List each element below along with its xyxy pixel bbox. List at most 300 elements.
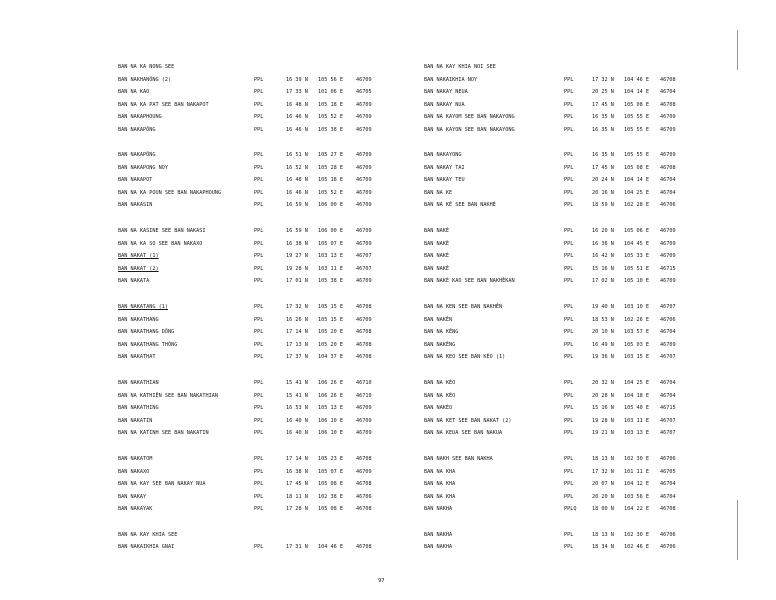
- entry-row: [118, 403, 418, 413]
- entry-feature-type: PPL: [254, 341, 264, 348]
- entry-feature-type: PPL: [254, 430, 264, 437]
- entry-feature-type: PPL: [254, 253, 264, 260]
- entry-latitude: 16 53 N: [286, 405, 308, 412]
- entry-latitude: 20 16 N: [592, 189, 614, 196]
- entry-name: BAN NAKASIN: [118, 202, 153, 209]
- entry-longitude: 105 20 E: [318, 329, 343, 336]
- entry-feature-type: PPL: [564, 329, 574, 336]
- entry-latitude: 16 40 N: [286, 430, 308, 437]
- entry-map-code: 46709: [660, 228, 676, 235]
- entry-longitude: 104 46 E: [624, 76, 649, 83]
- entry-name: BAN NA KAY SEE BAN NAKAY NUA: [118, 481, 206, 487]
- entry-map-code: 46709: [660, 341, 676, 348]
- entry-map-code: 46705: [356, 89, 372, 95]
- entry-row: [424, 479, 724, 489]
- entry-latitude: 20 28 N: [592, 392, 614, 399]
- entry-feature-type: PPL: [564, 405, 574, 412]
- entry-latitude: 16 52 N: [286, 164, 308, 171]
- entry-longitude: 105 07 E: [318, 468, 343, 475]
- entry-name: BAN NAKAT (1): [118, 253, 159, 260]
- entry-feature-type: PPL: [564, 253, 574, 260]
- entry-latitude: 18 11 N: [286, 493, 308, 500]
- entry-feature-type: PPL: [254, 493, 264, 500]
- entry-name: BAN NAKAY: [118, 493, 147, 500]
- entry-longitude: 105 20 E: [318, 341, 343, 348]
- entry-feature-type: PPL: [564, 89, 574, 95]
- entry-row: [118, 150, 418, 160]
- entry-feature-type: PPL: [564, 341, 574, 348]
- entry-feature-type: PPL: [564, 481, 574, 487]
- entry-map-code: 46710: [356, 380, 372, 387]
- entry-latitude: 16 20 N: [592, 228, 614, 235]
- entry-name: BAN NAKAY TAI: [424, 164, 465, 171]
- entry-name: BAN NA KHA: [424, 481, 456, 487]
- entry-map-code: 46708: [660, 506, 676, 512]
- entry-row: [118, 467, 418, 477]
- entry-row: [424, 315, 724, 325]
- entry-name: BAN NA KATINH SEE BAN NAKATIN: [118, 430, 209, 437]
- entry-map-code: 46704: [660, 392, 676, 399]
- entry-longitude: 104 46 E: [318, 544, 343, 551]
- entry-name: BAN NA KÈ SEE BAN NAKHÈ: [424, 202, 496, 209]
- entry-longitude: 104 14 E: [624, 177, 649, 184]
- entry-feature-type: PPL: [254, 89, 264, 95]
- entry-row: [424, 454, 724, 464]
- entry-latitude: 15 41 N: [286, 392, 308, 399]
- entry-longitude: 105 08 E: [318, 506, 343, 512]
- entry-name: BAN NAKHA: [424, 531, 453, 538]
- page-number: 97: [378, 578, 385, 584]
- entry-longitude: 102 28 E: [624, 202, 649, 209]
- entry-longitude: 104 14 E: [624, 89, 649, 95]
- entry-longitude: 103 13 E: [624, 430, 649, 437]
- entry-latitude: 18 13 N: [592, 456, 614, 462]
- entry-row: [118, 188, 418, 198]
- entry-feature-type: PPL: [564, 278, 574, 285]
- entry-map-code: 46704: [660, 189, 676, 196]
- entry-latitude: 18 53 N: [592, 316, 614, 323]
- entry-map-code: 46706: [660, 531, 676, 538]
- entry-name: BAN NAKAPÔNG: [118, 126, 156, 133]
- entry-feature-type: PPL: [564, 126, 574, 133]
- entry-map-code: 46709: [356, 468, 372, 475]
- entry-latitude: 17 32 N: [286, 304, 308, 311]
- entry-map-code: 46707: [356, 265, 372, 272]
- entry-map-code: 46704: [660, 380, 676, 387]
- margin-scan-mark: [737, 30, 738, 70]
- entry-feature-type: PPL: [254, 240, 264, 247]
- entry-latitude: 16 35 N: [592, 114, 614, 120]
- entry-longitude: 105 27 E: [318, 152, 343, 159]
- entry-feature-type: PPL: [564, 392, 574, 399]
- entry-row: [118, 239, 418, 249]
- entry-map-code: 46709: [356, 101, 372, 108]
- entry-latitude: 17 01 N: [286, 278, 308, 285]
- entry-map-code: 46709: [356, 278, 372, 285]
- entry-longitude: 105 52 E: [318, 114, 343, 120]
- entry-feature-type: PPL: [564, 304, 574, 311]
- entry-row: [118, 428, 418, 438]
- entry-map-code: 46709: [660, 114, 676, 120]
- entry-longitude: 105 18 E: [318, 177, 343, 184]
- entry-row: [424, 226, 724, 236]
- entry-row: [118, 479, 418, 489]
- entry-feature-type: PPL: [564, 202, 574, 209]
- entry-latitude: 20 20 N: [592, 493, 614, 500]
- entry-name: BAN NAKATHING: [118, 405, 159, 412]
- entry-name: BAN NAKH SEE BAN NAKHA: [424, 456, 493, 462]
- entry-longitude: 106 00 E: [318, 228, 343, 235]
- entry-longitude: 105 06 E: [624, 228, 649, 235]
- entry-name: BAN NAKÊ: [424, 265, 449, 272]
- entry-row: [424, 416, 724, 426]
- entry-map-code: 46706: [660, 316, 676, 323]
- entry-feature-type: PPL: [254, 114, 264, 120]
- entry-latitude: 16 46 N: [286, 126, 308, 133]
- entry-row: [118, 175, 418, 185]
- entry-map-code: 46715: [660, 265, 676, 272]
- entry-latitude: 20 25 N: [592, 89, 614, 95]
- entry-latitude: 16 38 N: [286, 468, 308, 475]
- entry-row: [424, 378, 724, 388]
- entry-feature-type: PPL: [254, 456, 264, 462]
- entry-name: BAN NAKAT (2): [118, 265, 159, 272]
- entry-longitude: 103 11 E: [624, 417, 649, 424]
- entry-longitude: 106 26 E: [318, 380, 343, 387]
- entry-longitude: 104 18 E: [624, 392, 649, 399]
- entry-longitude: 103 15 E: [624, 354, 649, 361]
- entry-map-code: 46706: [660, 202, 676, 209]
- entry-name: BAN NA KE: [424, 189, 453, 196]
- entry-latitude: 17 45 N: [286, 481, 308, 487]
- entry-longitude: 102 26 E: [624, 316, 649, 323]
- entry-feature-type: PPL: [254, 177, 264, 184]
- entry-feature-type: PPL: [254, 481, 264, 487]
- entry-longitude: 103 57 E: [624, 329, 649, 336]
- entry-name: BAN NAKÈ: [424, 240, 449, 247]
- entry-name: BAN NA KA PAT SEE BAN NAKAPOT: [118, 101, 209, 108]
- entry-latitude: 16 26 N: [286, 316, 308, 323]
- entry-feature-type: PPL: [564, 417, 574, 424]
- entry-longitude: 105 52 E: [318, 189, 343, 196]
- entry-latitude: 16 48 N: [286, 101, 308, 108]
- entry-map-code: 46704: [660, 329, 676, 336]
- entry-latitude: 16 39 N: [286, 76, 308, 83]
- entry-feature-type: PPL: [254, 265, 264, 272]
- entry-name: BAN NAKATHAT: [118, 354, 156, 361]
- entry-longitude: 104 25 E: [624, 380, 649, 387]
- entry-feature-type: PPL: [254, 76, 264, 83]
- entry-map-code: 46708: [660, 164, 676, 171]
- entry-map-code: 46708: [356, 481, 372, 487]
- entry-feature-type: PPL: [254, 228, 264, 235]
- entry-longitude: 103 56 E: [624, 493, 649, 500]
- entry-row: [118, 302, 418, 312]
- entry-row: [118, 504, 418, 514]
- entry-feature-type: PPL: [254, 417, 264, 424]
- entry-latitude: 20 10 N: [592, 329, 614, 336]
- entry-map-code: 46708: [356, 456, 372, 462]
- entry-longitude: 106 10 E: [318, 417, 343, 424]
- entry-map-code: 46706: [660, 544, 676, 551]
- entry-feature-type: PPL: [564, 544, 574, 551]
- entry-name: BAN NA KA POUN SEE BAN NAKAPHOUNG: [118, 189, 222, 196]
- entry-name: BAN NA KASINE SEE BAN NAKASI: [118, 228, 206, 235]
- entry-row: [424, 504, 724, 514]
- entry-map-code: 46704: [660, 493, 676, 500]
- entry-longitude: 104 45 E: [624, 240, 649, 247]
- entry-name: BAN NAKHANÔNG (2): [118, 76, 172, 83]
- entry-longitude: 105 33 E: [624, 253, 649, 260]
- entry-longitude: 101 06 E: [318, 89, 343, 95]
- entry-feature-type: PPL: [564, 493, 574, 500]
- entry-name: BAN NAKÈ: [424, 253, 449, 260]
- entry-name: BAN NAKATHANG THÔNG: [118, 341, 178, 348]
- entry-longitude: 105 28 E: [318, 164, 343, 171]
- entry-row: [118, 87, 418, 97]
- entry-feature-type: PPL: [254, 304, 264, 311]
- entry-name: BAN NAKAYAK: [118, 506, 153, 512]
- entry-feature-type: PPL: [254, 405, 264, 412]
- entry-row: [118, 264, 418, 274]
- entry-row: [424, 352, 724, 362]
- entry-latitude: 17 13 N: [286, 341, 308, 348]
- entry-row: [118, 251, 418, 261]
- entry-name: BAN NAKÊNG: [424, 341, 456, 348]
- entry-map-code: 46707: [660, 304, 676, 311]
- entry-row: [424, 302, 724, 312]
- entry-latitude: 15 41 N: [286, 380, 308, 387]
- entry-name: BAN NAKÈ: [424, 228, 449, 235]
- entry-longitude: 105 13 E: [318, 405, 343, 412]
- entry-longitude: 106 00 E: [318, 202, 343, 209]
- entry-name: BAN NA KAO: [118, 89, 150, 95]
- entry-row: [424, 87, 724, 97]
- entry-map-code: 46708: [660, 76, 676, 83]
- entry-name: BAN NAKATIN: [118, 417, 153, 424]
- entry-feature-type: PPL: [254, 152, 264, 159]
- entry-name: BAN NAKHA: [424, 506, 453, 512]
- entry-row: [118, 112, 418, 122]
- entry-latitude: 17 02 N: [592, 278, 614, 285]
- entry-map-code: 46709: [356, 126, 372, 133]
- entry-row: [424, 175, 724, 185]
- entry-map-code: 46704: [660, 177, 676, 184]
- entry-name: BAN NA KET SEE BAN NAKAT (2): [424, 417, 512, 424]
- entry-feature-type: PPL: [564, 189, 574, 196]
- entry-row: [118, 492, 418, 502]
- entry-row: [424, 391, 724, 401]
- entry-feature-type: PPL: [254, 544, 264, 551]
- entry-longitude: 105 51 E: [624, 265, 649, 272]
- entry-feature-type: PPL: [254, 506, 264, 512]
- entry-longitude: 105 08 E: [624, 164, 649, 171]
- entry-latitude: 17 32 N: [592, 468, 614, 475]
- entry-latitude: 15 16 N: [592, 405, 614, 412]
- entry-row: [424, 75, 724, 85]
- entry-latitude: 16 46 N: [286, 189, 308, 196]
- entry-name: BAN NA KEO SEE BAN KÈO (1): [424, 354, 506, 361]
- entry-row: [424, 100, 724, 110]
- entry-map-code: 46708: [660, 101, 676, 108]
- entry-longitude: 104 22 E: [624, 506, 649, 512]
- entry-latitude: 19 28 N: [286, 265, 308, 272]
- entry-feature-type: PPL: [254, 380, 264, 387]
- entry-feature-type: PPLQ: [564, 506, 577, 512]
- entry-map-code: 46709: [356, 430, 372, 437]
- entry-name: BAN NAKATA: [118, 278, 150, 285]
- entry-longitude: 105 55 E: [624, 126, 649, 133]
- entry-map-code: 46708: [356, 329, 372, 336]
- entry-feature-type: PPL: [254, 354, 264, 361]
- entry-row: [424, 276, 724, 286]
- entry-latitude: 20 32 N: [592, 380, 614, 387]
- entry-longitude: 104 25 E: [624, 189, 649, 196]
- entry-feature-type: PPL: [254, 392, 264, 399]
- entry-row: [424, 403, 724, 413]
- entry-longitude: 105 07 E: [318, 240, 343, 247]
- entry-map-code: 46707: [660, 417, 676, 424]
- entry-latitude: 15 16 N: [592, 265, 614, 272]
- entry-feature-type: PPL: [254, 202, 264, 209]
- entry-name: BAN NA KAY KHIA NOI SEE: [424, 64, 496, 70]
- entry-longitude: 105 10 E: [624, 278, 649, 285]
- entry-map-code: 46708: [356, 354, 372, 361]
- entry-longitude: 105 38 E: [318, 278, 343, 285]
- entry-row: [118, 391, 418, 401]
- entry-map-code: 46709: [660, 126, 676, 133]
- entry-row: [424, 150, 724, 160]
- entry-name: BAN NAKAYONG: [424, 152, 462, 159]
- entry-latitude: 16 48 N: [286, 177, 308, 184]
- entry-latitude: 17 14 N: [286, 456, 308, 462]
- entry-feature-type: PPL: [564, 316, 574, 323]
- entry-row: [424, 112, 724, 122]
- entry-name: BAN NA KA NONG SEE: [118, 64, 175, 70]
- entry-latitude: 17 33 N: [286, 89, 308, 95]
- entry-name: BAN NAKHA: [424, 544, 453, 551]
- entry-row: [118, 352, 418, 362]
- entry-row: [118, 100, 418, 110]
- entry-name: BAN NAKATHANG DÔNG: [118, 329, 175, 336]
- entry-feature-type: PPL: [564, 354, 574, 361]
- entry-latitude: 17 31 N: [286, 544, 308, 551]
- entry-name: BAN NAKAPOT: [118, 177, 153, 184]
- entry-row: [118, 454, 418, 464]
- entry-latitude: 19 40 N: [592, 304, 614, 311]
- entry-map-code: 46708: [356, 304, 372, 311]
- entry-map-code: 46707: [660, 354, 676, 361]
- entry-latitude: 16 36 N: [592, 240, 614, 247]
- entry-longitude: 105 18 E: [318, 101, 343, 108]
- entry-latitude: 19 36 N: [592, 354, 614, 361]
- entry-row: [424, 264, 724, 274]
- entry-map-code: 46708: [356, 544, 372, 551]
- entry-name: BAN NA KAY KHIA SEE: [118, 531, 178, 538]
- entry-latitude: 18 34 N: [592, 544, 614, 551]
- entry-feature-type: PPL: [254, 189, 264, 196]
- entry-feature-type: PPL: [564, 114, 574, 120]
- entry-feature-type: PPL: [254, 126, 264, 133]
- entry-longitude: 105 56 E: [318, 76, 343, 83]
- entry-name: BAN NAKAY TEU: [424, 177, 465, 184]
- entry-latitude: 17 14 N: [286, 329, 308, 336]
- entry-name: BAN NA KA SO SEE BAN NAKAXO: [118, 240, 203, 247]
- entry-map-code: 46709: [356, 114, 372, 120]
- entry-name: BAN NAKAIKHIA NOY: [424, 76, 478, 83]
- entry-map-code: 46708: [356, 506, 372, 512]
- entry-latitude: 16 35 N: [592, 152, 614, 159]
- entry-name: BAN NA KATHIÊN SEE BAN NAKATHIAN: [118, 392, 218, 399]
- entry-feature-type: PPL: [564, 430, 574, 437]
- entry-longitude: 102 30 E: [624, 531, 649, 538]
- entry-map-code: 46709: [356, 316, 372, 323]
- entry-latitude: 16 59 N: [286, 228, 308, 235]
- entry-longitude: 105 15 E: [318, 316, 343, 323]
- entry-feature-type: PPL: [254, 329, 264, 336]
- entry-name: BAN NAKATHIAN: [118, 380, 159, 387]
- entry-name: BAN NA KHA: [424, 468, 456, 475]
- entry-name: BAN NA KÈO: [424, 380, 456, 387]
- entry-row: [118, 163, 418, 173]
- entry-map-code: 46705: [660, 468, 676, 475]
- entry-longitude: 105 55 E: [624, 114, 649, 120]
- entry-name: BAN NAKATHANG: [118, 316, 159, 323]
- entry-map-code: 46707: [660, 430, 676, 437]
- entry-map-code: 46709: [356, 189, 372, 196]
- entry-longitude: 101 11 E: [624, 468, 649, 475]
- entry-feature-type: PPL: [564, 152, 574, 159]
- entry-row: [424, 340, 724, 350]
- entry-latitude: 19 27 N: [286, 253, 308, 260]
- entry-feature-type: PPL: [254, 164, 264, 171]
- entry-name: BAN NAKAPHOUNG: [118, 114, 162, 120]
- entry-map-code: 46710: [356, 392, 372, 399]
- entry-name: BAN NAKAXO: [118, 468, 150, 475]
- entry-longitude: 106 10 E: [318, 430, 343, 437]
- entry-latitude: 16 40 N: [286, 417, 308, 424]
- entry-feature-type: PPL: [564, 177, 574, 184]
- entry-map-code: 46709: [356, 202, 372, 209]
- entry-row: [118, 75, 418, 85]
- entry-feature-type: PPL: [254, 278, 264, 285]
- entry-longitude: 103 10 E: [624, 304, 649, 311]
- entry-latitude: 16 59 N: [286, 202, 308, 209]
- entry-longitude: 104 37 E: [318, 354, 343, 361]
- entry-latitude: 16 51 N: [286, 152, 308, 159]
- entry-longitude: 102 38 E: [318, 493, 343, 500]
- entry-name: BAN NAKAY NUA: [424, 101, 465, 108]
- entry-map-code: 46704: [660, 481, 676, 487]
- entry-name: BAN NA KAYOM SEE BAN NAKAYONG: [424, 114, 515, 120]
- entry-name: BAN NA KÈO: [424, 392, 456, 399]
- entry-map-code: 46706: [356, 493, 372, 500]
- entry-latitude: 19 28 N: [592, 417, 614, 424]
- entry-longitude: 102 46 E: [624, 544, 649, 551]
- entry-longitude: 102 30 E: [624, 456, 649, 462]
- entry-map-code: 46709: [660, 278, 676, 285]
- entry-row: [118, 62, 418, 72]
- entry-row: [424, 251, 724, 261]
- entry-feature-type: PPL: [254, 468, 264, 475]
- entry-map-code: 46709: [356, 152, 372, 159]
- entry-map-code: 46709: [356, 228, 372, 235]
- entry-row: [424, 188, 724, 198]
- entry-map-code: 46715: [660, 405, 676, 412]
- entry-longitude: 105 40 E: [624, 405, 649, 412]
- entry-latitude: 20 07 N: [592, 481, 614, 487]
- entry-name: BAN NA KÊNG: [424, 329, 459, 336]
